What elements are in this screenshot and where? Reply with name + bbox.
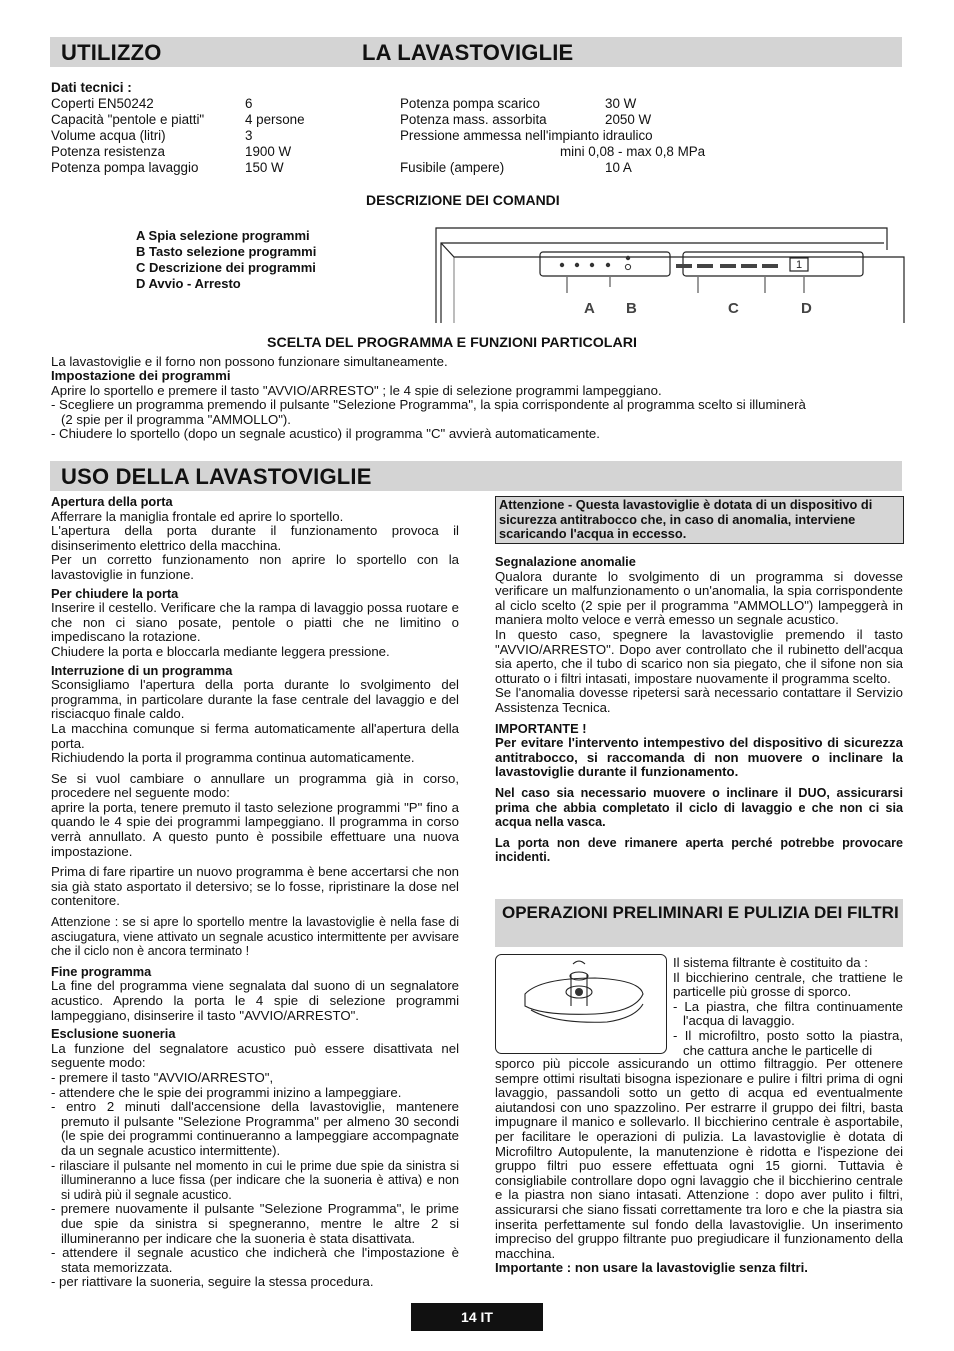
panel-display: 1 [795,259,803,271]
paragraph: Se si vuol cambiare o annullare un programma già in corso, procedere nel seguente modo: [51,770,459,801]
spec-row: Capacità "pentole e piatti" 4 persone [51,112,305,127]
specs-heading: Dati tecnici : [51,80,132,95]
uso-title: USO DELLA LAVASTOVIGLIE [61,464,372,489]
spec-row: Fusibile (ampere) 10 A [400,160,632,175]
list-item: - La piastra, che filtra continuamente l'acqua di lavaggio. [673,998,903,1029]
h-interruzione: Interruzione di un programma [51,662,233,678]
uso-banner [50,461,902,491]
paragraph: Importante : non usare la lavastoviglie senza filtri. [495,1260,808,1276]
paragraph: Qualora durante lo svolgimento di un programma si dovesse verificare un malfunzionamento o un'anomalia, la spia corrispondente al ciclo scelto (2 spie per il programma "AMMOLLO") lampeggerà in maniera molto veloce e verrà emesso un segnale acustico. [495,568,903,628]
h-chiudere: Per chiudere la porta [51,585,179,601]
paragraph: La funzione del segnalatore acustico può essere disattivata nel seguente modo: [51,1040,459,1071]
spec-row: Potenza pompa lavaggio 150 W [51,160,284,175]
spec-row: Potenza resistenza 1900 W [51,144,292,159]
header-banner [50,37,902,67]
filters-side-text [673,956,903,1058]
uso-right-column [495,555,903,865]
filters-title: OPERAZIONI PRELIMINARI E PULIZIA DEI FILTRI [502,903,899,922]
legend-d: D Avvio - Arresto [136,276,241,291]
paragraph: In questo caso, spegnere la lavastoviglie premendo il tasto "AVVIO/ARRESTO". Dopo aver controllato che il rubinetto dell'acqua sia aperto, che il tubo di scarico non sia piegato, che il sifone non sia otturato o i filtri intasati, impostare nuovamente il programma scelto. [495,626,903,686]
program-text [51,355,911,441]
list-item: - entro 2 minuti dall'accensione della lavastoviglie, mantenere premuto il pulsante "Selezione Programma" per almeno 30 secondi (le spie dei programmi continueranno a lampeggiare accompagnate da un segnale acustico intermittente). [51,1099,459,1158]
list-item: - attendere il segnale acustico che indicherà che l'impostazione è stata memorizzata. [51,1245,459,1275]
paragraph: Attenzione : se si apre lo sportello mentre la lavastoviglie è nella fase di asciugatura, viene attivato un segnale acustico intermittente per avvisare che il ciclo non è ancora terminato ! [51,915,459,959]
paragraph: Il sistema filtrante è costituito da : [673,955,868,970]
filter-illustration [495,954,667,1054]
paragraph: Il bicchierino centrale, che trattiene le particelle più grosse di sporco. [673,969,903,1000]
list-item: - premere nuovamente il pulsante "Selezione Programma", le prime due spie da sinistra si spegneranno, mentre le altre 2 si illumineranno per indicare che la suoneria è stata disattivata. [51,1201,459,1246]
program-line: La lavastoviglie e il forno non possono funzionare simultaneamente. [51,354,448,369]
panel-letter-c: C [728,300,739,317]
h-fine: Fine programma [51,963,152,979]
panel-letter-d: D [801,300,812,317]
paragraph: Inserire il cestello. Verificare che la rampa di lavaggio possa ruotare e che non ci siano posate, pentole o piatti che ne limitino o impediscano la rotazione. [51,600,459,645]
controls-title: DESCRIZIONE DEI COMANDI [366,192,560,208]
spec-row: Pressione ammessa nell'impianto idraulico [400,128,653,143]
header-left-title: UTILIZZO [61,40,162,65]
warning-box: Attenzione - Questa lavastoviglie è dotata di un dispositivo di sicurezza antitrabocco che, in caso di anomalia, interviene scaricando l'acqua in eccesso. [495,496,904,544]
paragraph: Per evitare l'intervento intempestivo del dispositivo di sicurezza antitrabocco, si raccomanda di non muovere o inclinare la lavastoviglie durante il funzionamento. [495,735,903,780]
legend-b: B Tasto selezione programmi [136,244,317,259]
uso-left-column [51,495,459,1290]
paragraph: La fine del programma viene segnalata dal suono di un segnalatore acustico. Aprendo la porta le 4 spie di selezione programmi lampeggiano, disinserire il tasto "AVVIO/ARRESTO". [51,978,459,1023]
legend-a: A Spia selezione programmi [136,228,310,243]
panel-letter-a: A [584,300,595,317]
h-apertura: Apertura della porta [51,494,173,509]
paragraph: Richiudendo la porta il programma continua automaticamente. [51,750,415,766]
header-right-title: LA LAVASTOVIGLIE [362,40,574,65]
list-item: - Il microfiltro, posto sotto la piastra, che cattura anche le particelle di [673,1027,903,1058]
paragraph: Prima di fare ripartire un nuovo programma è bene accertarsi che non sia già stato asportato il detersivo; se lo fosse, ripristinare la dose nel contenitore. [51,864,459,909]
program-title: SCELTA DEL PROGRAMMA E FUNZIONI PARTICOLARI [267,335,637,351]
paragraph: Afferrare la maniglia frontale ed aprire lo sportello. [51,508,344,524]
list-item: - rilasciare il pulsante nel momento in cui le prime due spie da sinistra si illumineranno a luce fissa (per indicare che la suoneria è attiva) e non si udirà più il segnale acustico. [51,1158,459,1202]
list-item: - attendere che le spie dei programmi inizino a lampeggiare. [51,1084,402,1100]
specs-left [51,96,305,176]
specs-right [400,96,705,176]
paragraph: L'apertura della porta durante il funzionamento provoca il disinserimento elettrico della macchina. [51,523,459,553]
paragraph: La macchina comunque si ferma automaticamente all'apertura della porta. [51,720,459,751]
spec-row: Potenza mass. assorbita 2050 W [400,112,652,127]
legend-c: C Descrizione dei programmi [136,260,316,275]
program-symbols [676,264,778,268]
h-anomalie: Segnalazione anomalie [495,554,636,569]
filters-body [495,1057,903,1276]
program-line: - Chiudere lo sportello (dopo un segnale acustico) il programma "C" avvierà automaticamente. [51,426,600,442]
paragraph: Se l'anomalia dovesse ripetersi sarà necessario contattare il Servizio Assistenza Tecnica. [495,685,903,715]
h-esclusione: Esclusione suoneria [51,1026,176,1042]
program-line: (2 spie per il programma "AMMOLLO"). [61,411,291,427]
paragraph: Per un corretto funzionamento non aprire lo sportello con la lavastoviglie in funzione. [51,552,459,582]
paragraph: aprire la porta, tenere premuto il tasto selezione programmi "P" fino a quando le 4 spie dei programmi lampeggiano. Il programma in corso verrà annullato. A questo punto è possibile effettuare una nuova impostazione. [51,799,459,859]
program-line: Aprire lo sportello e premere il tasto "AVVIO/ARRESTO" ; le 4 spie di selezione programmi lampeggiano. [51,382,662,398]
spec-row: Potenza pompa scarico 30 W [400,96,637,111]
paragraph: sporco più piccole assicurando un ottimo filtraggio. Per ottenere sempre ottimi risultati bisogna ispezionare e pulire i filtri prima di ogni lavaggio, passandoli sotto un getto di acqua ed eventualmente aiutandosi con uno spazzolino. Per estrarre il gruppo dei filtri, basta impugnare il manico e sollevarlo. Il bicchierino centrale è asportabile, per facilitare le operazioni di pulizia. La lavastoviglie è dotata di Microfiltro Autopulente, la manutenzione è ridotta e l'ispezione dei gruppo filtri puo essere effettuata ogni 15 giorni. Tuttavia è consigliabile controllare dopo ogni lavaggio che il bicchierino centrale e la piastra non siano intasati. Attenzione : dopo aver pulito i filtri, assicurarsi che siano fissati correttamente tra loro e che la piastra sia inserita perfettamente sul fondo della lavastoviglie. Un inserimento impreciso del gruppo filtrante puo pregiudicare il funzionamento della macchina. [495,1056,903,1261]
list-item: - premere il tasto "AVVIO/ARRESTO", [51,1069,274,1085]
program-line: - Scegliere un programma premendo il pulsante "Selezione Programma", la spia corrispondente al programma scelto si illuminerà [51,397,806,413]
program-indicators [560,256,631,270]
program-subheading: Impostazione dei programmi [51,368,231,384]
paragraph: Sconsigliamo l'apertura della porta durante lo svolgimento del programma, in particolare durante la fase centrale del lavaggio e del risciacquo finale caldo. [51,677,459,722]
page-number: 14 IT [411,1303,543,1331]
list-item: - per riattivare la suoneria, seguire la stessa procedura. [51,1274,374,1290]
spec-row: Volume acqua (litri) 3 [51,128,253,143]
paragraph: La porta non deve rimanere aperta perché potrebbe provocare incidenti. [495,835,903,865]
controls-legend [136,228,316,292]
filters-banner [495,899,903,947]
panel-letter-b: B [626,300,637,317]
spec-row: mini 0,08 - max 0,8 MPa [560,144,706,159]
spec-row: Coperti EN50242 6 [51,96,253,111]
control-panel-illustration [432,225,910,325]
paragraph: Nel caso sia necessario muovere o inclinare il DUO, assicurarsi prima che abbia completato il ciclo di lavaggio e che non ci sia acqua nella vasca. [495,785,903,830]
paragraph: Chiudere la porta e bloccarla mediante leggera pressione. [51,643,390,659]
h-importante: IMPORTANTE ! [495,720,587,736]
